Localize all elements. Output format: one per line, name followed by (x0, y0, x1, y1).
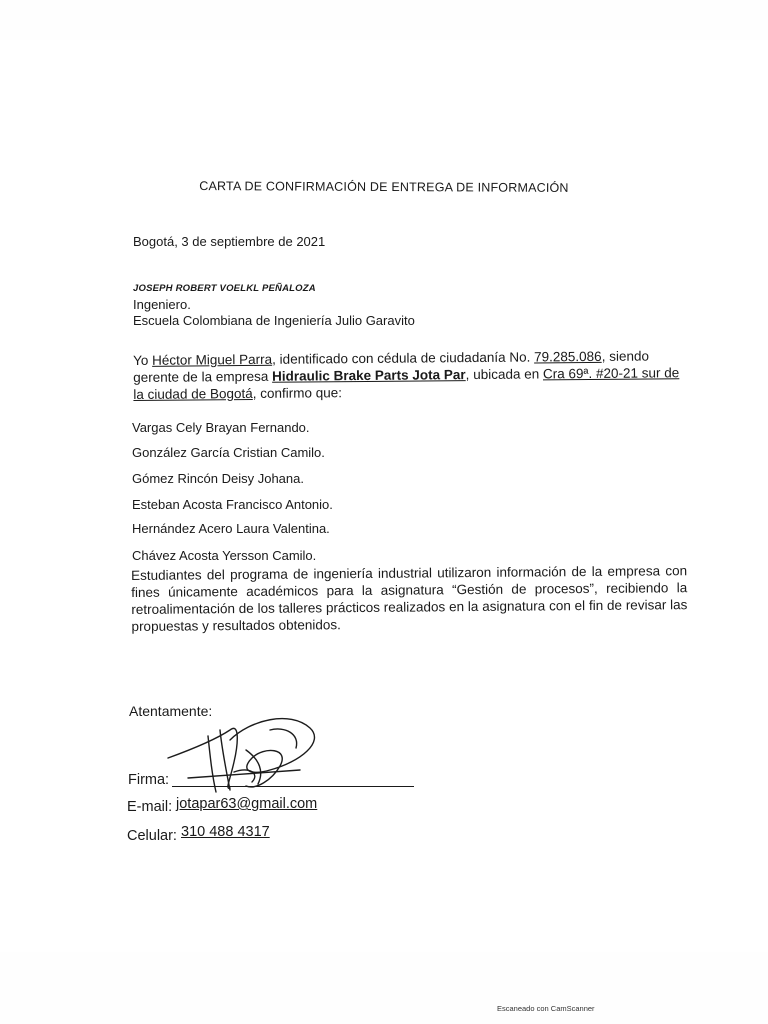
letter-title: CARTA DE CONFIRMACIÓN DE ENTREGA DE INFORMACIÓN (199, 179, 569, 195)
addressee-role: Ingeniero. (133, 297, 191, 312)
phone-value[interactable]: 310 488 4317 (181, 824, 270, 840)
manager-name: Héctor Miguel Parra (152, 351, 273, 368)
signature-label: Firma: (128, 772, 170, 788)
student-item: Esteban Acosta Francisco Antonio. (132, 497, 333, 512)
intro-text-4: , ubicada en (465, 366, 544, 383)
addressee-name: JOSEPH ROBERT VOELKL PEÑALOZA (133, 283, 316, 294)
student-item: Gómez Rincón Deisy Johana. (132, 471, 304, 486)
student-item: Vargas Cely Brayan Fernando. (132, 420, 310, 435)
student-item: Chávez Acosta Yersson Camilo. (132, 548, 317, 563)
scanner-watermark: Escaneado con CamScanner (497, 1004, 595, 1013)
email-value[interactable]: jotapar63@gmail.com (176, 796, 318, 812)
id-number: 79.285.086 (534, 348, 602, 365)
intro-text-3: , siendo gerente de la empresa (133, 348, 650, 385)
phone-label: Celular: (127, 828, 177, 844)
body-paragraph: Estudiantes del programa de ingeniería industrial utilizaron información de la empresa con fines únicamente académicos para la asignatura “Gestión de procesos”, recibiendo la retroalimentación de los talleres prácticos realizados en la asignatura con el fin de revisar las propuestas y resultados obtenidos. (131, 563, 688, 634)
signature-line (172, 786, 414, 787)
company-name: Hidraulic Brake Parts Jota Par (271, 367, 466, 384)
addressee-institution: Escuela Colombiana de Ingeniería Julio Garavito (133, 313, 415, 328)
intro-text-5: , confirmo que: (252, 385, 343, 401)
intro-text-2: , identificado con cédula de ciudadanía No. (272, 349, 535, 367)
letter-date: Bogotá, 3 de septiembre de 2021 (133, 234, 326, 249)
intro-paragraph (133, 347, 693, 403)
student-item: Hernández Acero Laura Valentina. (132, 521, 330, 536)
closing-text: Atentamente: (129, 703, 213, 719)
email-label: E-mail: (127, 799, 173, 815)
company-address: Cra 69ª. #20-21 sur de la ciudad de Bogotá (133, 365, 680, 402)
student-item: González García Cristian Camilo. (132, 445, 325, 460)
handwritten-signature (160, 700, 330, 800)
intro-text-1: Yo (133, 352, 153, 368)
letter-sheet (0, 40, 768, 952)
